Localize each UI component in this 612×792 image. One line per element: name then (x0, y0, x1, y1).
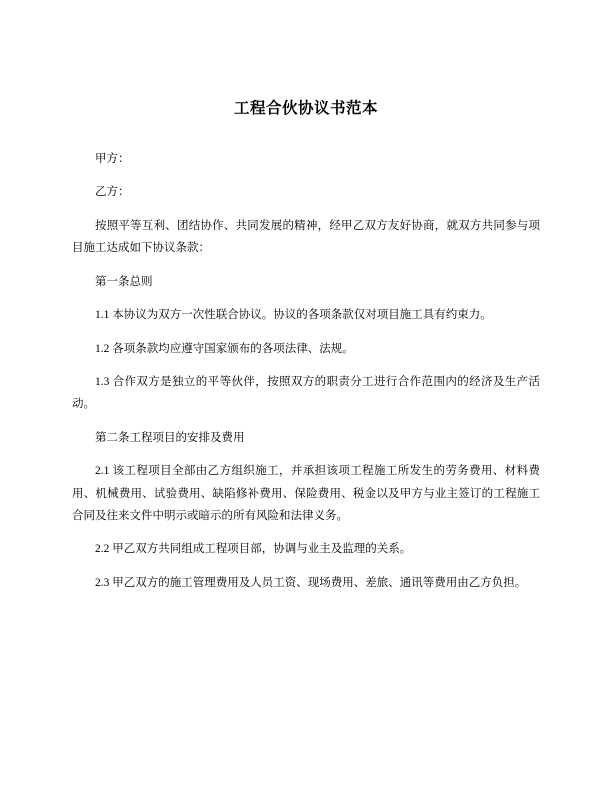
paragraph-preamble: 按照平等互利、团结协作、共同发展的精神，经甲乙双方友好协商，就双方共同参与项目施工达成如下协议条款： (72, 219, 540, 255)
paragraph-party-a: 甲方： (95, 153, 130, 165)
paragraph-clause-1-2: 1.2 各项条款均应遵守国家颁布的各项法律、法规。 (95, 342, 354, 355)
paragraph-article-1-heading: 第一条总则 (95, 275, 153, 288)
paragraph-party-b: 乙方： (95, 186, 130, 199)
page-title: 工程合伙协议书范本 (233, 100, 378, 117)
paragraph-clause-1-1: 1.1 本协议为双方一次性联合协议。协议的各项条款仅对项目施工具有约束力。 (95, 309, 492, 322)
paragraph-clause-1-3: 1.3 合作双方是独立的平等伙伴，按照双方的职责分工进行合作范围内的经济及生产活动。 (72, 375, 540, 411)
paragraph-article-2-heading: 第二条工程项目的安排及费用 (95, 431, 245, 444)
paragraph-clause-2-1: 2.1 该工程项目全部由乙方组织施工，并承担该项工程施工所发生的劳务费用、材料费用、机械费用、试验费用、缺陷修补费用、保险费用、税金以及甲方与业主签订的工程施工合同及往来文件中明示或暗示的所有风险和法律义务。 (72, 465, 540, 523)
paragraph-clause-2-3: 2.3 甲乙双方的施工管理费用及人员工资、现场费用、差旅、通讯等费用由乙方负担。 (95, 576, 527, 589)
paragraph-clause-2-2: 2.2 甲乙双方共同组成工程项目部，协调与业主及监理的关系。 (95, 543, 412, 556)
